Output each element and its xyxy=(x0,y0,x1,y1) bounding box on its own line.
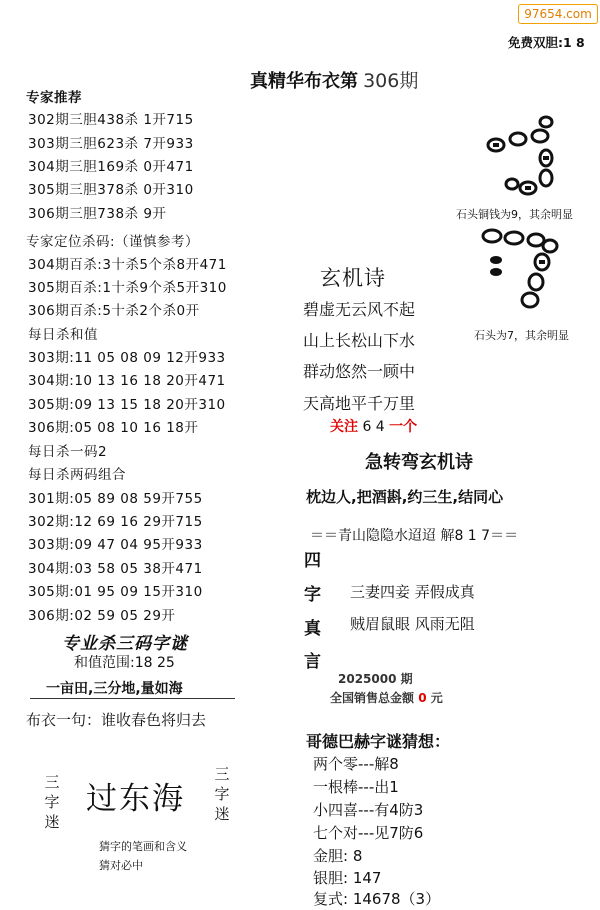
page-title xyxy=(250,66,418,93)
goldbach-row: 银胆: 147 xyxy=(313,869,382,887)
pro-riddle-heading: 专业杀三码字谜 xyxy=(62,634,188,654)
goldbach-row: 小四喜---有4防3 xyxy=(313,801,424,819)
daily-sum-heading: 每日杀和值 xyxy=(28,327,98,343)
daily-two-row: 303期:09 47 04 95开933 xyxy=(28,537,203,553)
poem-line: 碧虚无云风不起 xyxy=(303,300,416,319)
buyi-line: 布衣一句：谁收春色将归去 xyxy=(26,711,207,729)
position-kill-row: 305期百杀:1十杀9个杀5开310 xyxy=(28,280,227,296)
hill-line: ＝＝青山隐隐水迢迢 解8 1 7＝＝ xyxy=(310,528,519,544)
title-number: 306期 xyxy=(363,70,419,92)
goldbach-title: 哥德巴赫字谜猜想： xyxy=(306,732,451,751)
expert-row: 305期三胆378杀 0开310 xyxy=(28,182,194,198)
title-prefix: 真精华布衣第 xyxy=(250,71,358,92)
daily-two-row: 306期:02 59 05 29开 xyxy=(28,608,176,624)
idiom-phrase: 贼眉鼠眼 风雨无阻 xyxy=(350,615,475,633)
goldbach-row: 金胆: 8 xyxy=(313,847,363,865)
follow-number: 6 4 xyxy=(362,419,385,435)
sales-unit: 元 xyxy=(430,691,443,705)
guess-hint: 猜对必中 xyxy=(99,859,143,872)
four-char-2: 字 xyxy=(304,585,321,605)
field-line-underline xyxy=(30,698,235,699)
sales-value: 0 xyxy=(418,691,427,705)
goldbach-row: 七个对---见7防6 xyxy=(313,824,424,842)
goldbach-row: 两个零---解8 xyxy=(313,755,399,773)
sales-total xyxy=(330,689,443,706)
expert-heading: 专家推荐 xyxy=(26,90,82,106)
three-char-riddle-right: 三字迷 xyxy=(214,765,230,823)
daily-two-row: 305期:01 95 09 15开310 xyxy=(28,584,203,600)
issue-number: 2025000 期 xyxy=(338,672,413,686)
poem-line: 群动悠然一顾中 xyxy=(303,362,416,381)
poem-line: 山上长松山下水 xyxy=(303,331,416,350)
turn-poem-line: 枕边人,把酒斟,约三生,结同心 xyxy=(306,488,504,506)
expert-row: 304期三胆169杀 0开471 xyxy=(28,159,194,175)
guess-hint: 猜字的笔画和含义 xyxy=(99,840,187,853)
daily-two-heading: 每日杀两码组合 xyxy=(28,467,126,483)
daily-sum-row: 303期:11 05 08 09 12开933 xyxy=(28,350,226,366)
idiom-phrase: 三妻四妾 弄假成真 xyxy=(350,583,475,601)
three-char-riddle-left: 三字迷 xyxy=(44,773,60,831)
site-watermark: 97654.com xyxy=(518,4,598,24)
stone-seven-figure xyxy=(476,224,576,316)
stone-caption-nine: 石头铜钱为9，其余明显 xyxy=(456,208,573,221)
position-kill-row: 304期百杀:3十杀5个杀8开471 xyxy=(28,257,227,273)
daily-two-row: 301期:05 89 08 59开755 xyxy=(28,491,203,507)
goldbach-row: 复式: 14678（3） xyxy=(313,890,441,908)
position-kill-heading: 专家定位杀码:（谨慎参考） xyxy=(26,234,200,250)
stone-coin-nine-figure xyxy=(478,112,574,208)
daily-sum-row: 305期:09 13 15 18 20开310 xyxy=(28,397,226,413)
guess-word: 过东海 xyxy=(86,781,185,817)
four-char-4: 言 xyxy=(304,652,321,672)
sum-range: 和值范围:18 25 xyxy=(74,655,175,671)
sales-label: 全国销售总金额 xyxy=(330,691,415,705)
daily-one-kill: 每日杀一码2 xyxy=(28,444,108,460)
four-char-3: 真 xyxy=(304,619,321,639)
turn-poem-title: 急转弯玄机诗 xyxy=(365,452,473,473)
follow-suffix: 一个 xyxy=(389,419,418,435)
field-line: 一亩田,三分地,量如海 xyxy=(46,681,183,697)
expert-row: 302期三胆438杀 1开715 xyxy=(28,112,194,128)
position-kill-row: 306期百杀:5十杀2个杀0开 xyxy=(28,303,200,319)
stone-caption-seven: 石头为7，其余明显 xyxy=(474,329,569,342)
expert-row: 303期三胆623杀 7开933 xyxy=(28,136,194,152)
daily-two-row: 304期:03 58 05 38开471 xyxy=(28,561,203,577)
poem-title: 玄机诗 xyxy=(320,266,386,290)
daily-sum-row: 306期:05 08 10 16 18开 xyxy=(28,420,199,436)
follow-line xyxy=(330,416,417,436)
follow-label: 关注 xyxy=(330,419,358,435)
daily-two-row: 302期:12 69 16 29开715 xyxy=(28,514,203,530)
free-pair-text: 免费双胆:1 8 xyxy=(508,35,585,50)
daily-sum-row: 304期:10 13 16 18 20开471 xyxy=(28,373,226,389)
poem-line: 天高地平千万里 xyxy=(303,394,416,413)
expert-row: 306期三胆738杀 9开 xyxy=(28,206,167,222)
four-char-1: 四 xyxy=(304,551,321,571)
goldbach-row: 一根棒---出1 xyxy=(313,778,399,796)
